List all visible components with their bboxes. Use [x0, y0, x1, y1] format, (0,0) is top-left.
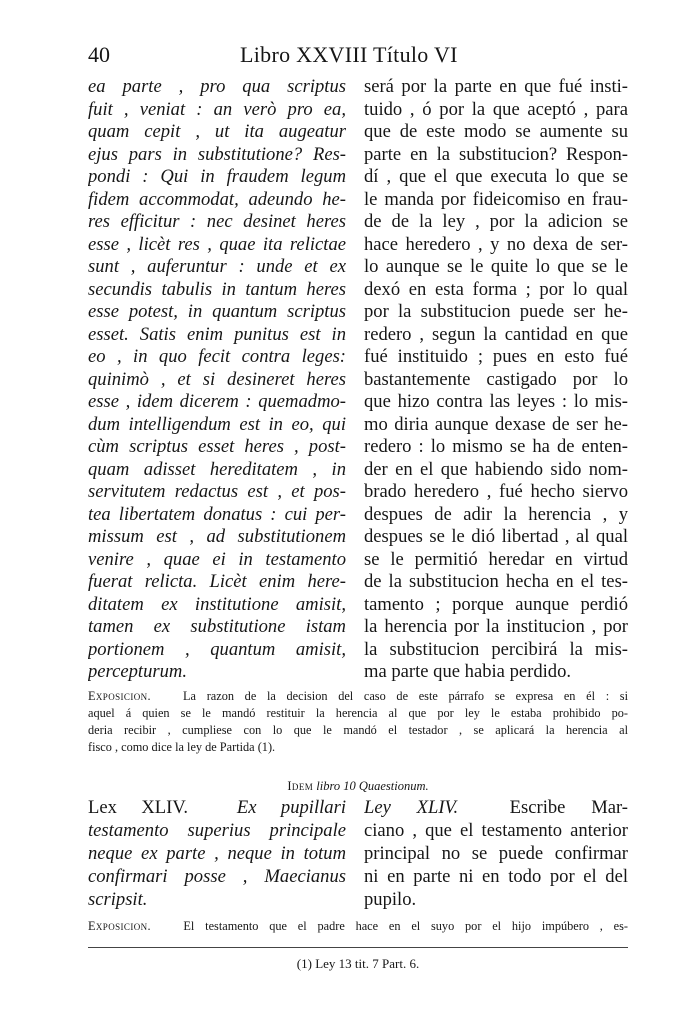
latin-line: eo , in quo fecit contra leges: — [88, 346, 346, 367]
latin-line: ea parte , pro qua scriptus — [88, 76, 346, 97]
spanish-line: mo diria aunque dexase de ser he- — [364, 413, 628, 435]
page-header — [88, 42, 628, 72]
page-number: 40 — [88, 42, 110, 67]
exposicion-line: deria recibir , cumpliese con lo que le mandó el testador , se aplicará la herencia al — [88, 723, 628, 737]
latin-line: cùm scriptus esset heres , post- — [88, 436, 346, 457]
lex-spanish-block — [364, 796, 628, 911]
latin-text-column — [88, 76, 346, 684]
lex-latin-line: testamento superius principale — [88, 820, 346, 841]
spanish-line: dí , que el que executa lo que se — [364, 166, 628, 187]
footnote-divider — [88, 947, 628, 948]
lex-spanish-line: Ley XLIV. Escribe Mar- — [364, 797, 628, 818]
footnote: (1) Ley 13 tit. 7 Part. 6. — [296, 956, 420, 971]
running-title: Libro XXVIII Título VI — [240, 42, 458, 67]
spanish-line: se le permitió heredar en virtud — [364, 548, 628, 570]
spanish-line: ma parte que habia perdido. — [364, 661, 572, 682]
spanish-line: por la substitucion puede ser he- — [364, 301, 628, 322]
latin-line: ditatem ex institutione amisit, — [88, 593, 346, 615]
latin-line: esse , licèt res , quae ita relictae — [88, 233, 346, 255]
spanish-line: hace heredero , y no dexa de ser- — [364, 233, 628, 255]
source-author: Idem — [287, 779, 314, 793]
latin-line: sunt , auferuntur : unde et ex — [88, 256, 346, 277]
lex-spanish-line: pupilo. — [364, 889, 417, 910]
spanish-line: será por la parte en que fué insti- — [364, 76, 628, 97]
latin-line: servitutem redactus est , et pos- — [88, 481, 346, 502]
latin-line: portionem , quantum amisit, — [88, 638, 346, 660]
spanish-line: lo aunque se le quite lo que se le — [364, 256, 628, 277]
latin-line: dum intelligendum est in eo, qui — [88, 413, 346, 435]
exposicion-paragraph-2 — [88, 918, 628, 935]
latin-line: quam adisset hereditatem , in — [88, 458, 346, 480]
source-work: libro 10 Quaestionum. — [316, 779, 429, 793]
lex-latin-block — [88, 796, 346, 911]
spanish-line: le manda por fideicomiso en frau- — [364, 188, 628, 210]
spanish-line: la substitucion percibirá la mis- — [364, 638, 628, 660]
latin-line: esset. Satis enim punitus est in — [88, 323, 346, 345]
latin-line: secundis tabulis in tantum heres — [88, 278, 346, 300]
exposicion-paragraph — [88, 688, 628, 756]
latin-line: missum est , ad substitutionem — [88, 526, 346, 547]
spanish-line: brado heredero , fué hecho siervo — [364, 481, 628, 502]
latin-line: pondi : Qui in fraudem legum — [88, 166, 346, 187]
latin-line: fuerat relicta. Licèt enim here- — [88, 571, 346, 592]
spanish-line: redero : lo mismo se ha de enten- — [364, 436, 628, 457]
lex-spanish-line: principal no se puede confirmar — [364, 843, 628, 864]
spanish-line: despues se le dió libertad , al qual — [364, 526, 628, 547]
latin-line: fidem accommodat, adeundo he- — [88, 188, 346, 210]
latin-line: esse , idem dicerem : quemadmo- — [88, 391, 346, 412]
latin-line: percepturum. — [88, 661, 187, 682]
source-citation — [88, 779, 628, 794]
spanish-line: que hizo contra las leyes : lo mis- — [364, 391, 628, 412]
latin-line: res efficitur : nec desinet heres — [88, 211, 346, 232]
spanish-line: de de la ley , por la adicion se — [364, 211, 628, 232]
latin-line: esse potest, in quantum scriptus — [88, 301, 346, 322]
spanish-line: de la substitucion hecha en el tes- — [364, 571, 628, 592]
exposicion-line: fisco , como dice la ley de Partida (1). — [88, 740, 276, 754]
exposicion-line: Exposicion. La razon de la decision del caso de este párrafo se expresa en él : si — [88, 689, 628, 703]
lex-latin-line: confirmari posse , Maecianus — [88, 866, 346, 887]
lex-spanish-line: ciano , que el testamento anterior — [364, 820, 628, 841]
latin-line: fuit , veniat : an verò pro ea, — [88, 98, 346, 120]
exposicion-label: Exposicion. — [88, 919, 151, 933]
spanish-line: fué instituido ; pues en esto fué — [364, 346, 628, 367]
latin-line: quam cepit , ut ita augeatur — [88, 121, 346, 142]
lex-spanish-number: Ley XLIV. — [364, 797, 459, 818]
spanish-line: redero , segun la cantidad en que — [364, 323, 628, 345]
exposicion-line: aquel á quien se le mandó restituir la herencia al que por ley le estaba prohibido po- — [88, 706, 628, 720]
latin-line: ejus pars in substitutione? Res- — [88, 143, 346, 165]
latin-line: venire , quae ei in testamento — [88, 548, 346, 570]
latin-line: quinimò , et si desineret heres — [88, 368, 346, 390]
lex-latin-line: scripsit. — [88, 889, 148, 910]
latin-line: tea libertatem donatus : cui per- — [88, 503, 346, 525]
spanish-line: der en el que habiendo sido nom- — [364, 458, 628, 480]
latin-line: tamen ex substitutione istam — [88, 616, 346, 637]
exposicion-label: Exposicion. — [88, 689, 151, 703]
spanish-line: bastantemente castigado por lo — [364, 368, 628, 390]
spanish-line: dexó en esta forma ; por lo qual — [364, 278, 628, 300]
lex-latin-number: Lex XLIV. — [88, 797, 188, 818]
spanish-line: la herencia por la institucion , por — [364, 616, 628, 637]
spanish-line: tamento ; porque aunque perdió — [364, 593, 628, 615]
lex-latin-line: neque ex parte , neque in totum — [88, 843, 346, 864]
exposicion-line: Exposicion. El testamento que el padre hace en el suyo por el hijo impúbero , es- — [88, 919, 628, 933]
spanish-line: tuido , ó por la que aceptó , para — [364, 98, 628, 120]
lex-latin-line: Lex XLIV. Ex pupillari — [88, 797, 346, 818]
spanish-text-column — [364, 76, 628, 684]
spanish-line: que de este modo se aumente su — [364, 121, 628, 142]
lex-spanish-line: ni en parte ni en todo por el del — [364, 866, 628, 887]
spanish-line: despues de adir la herencia , y — [364, 503, 628, 525]
spanish-line: parte en la substitucion? Respon- — [364, 143, 628, 165]
